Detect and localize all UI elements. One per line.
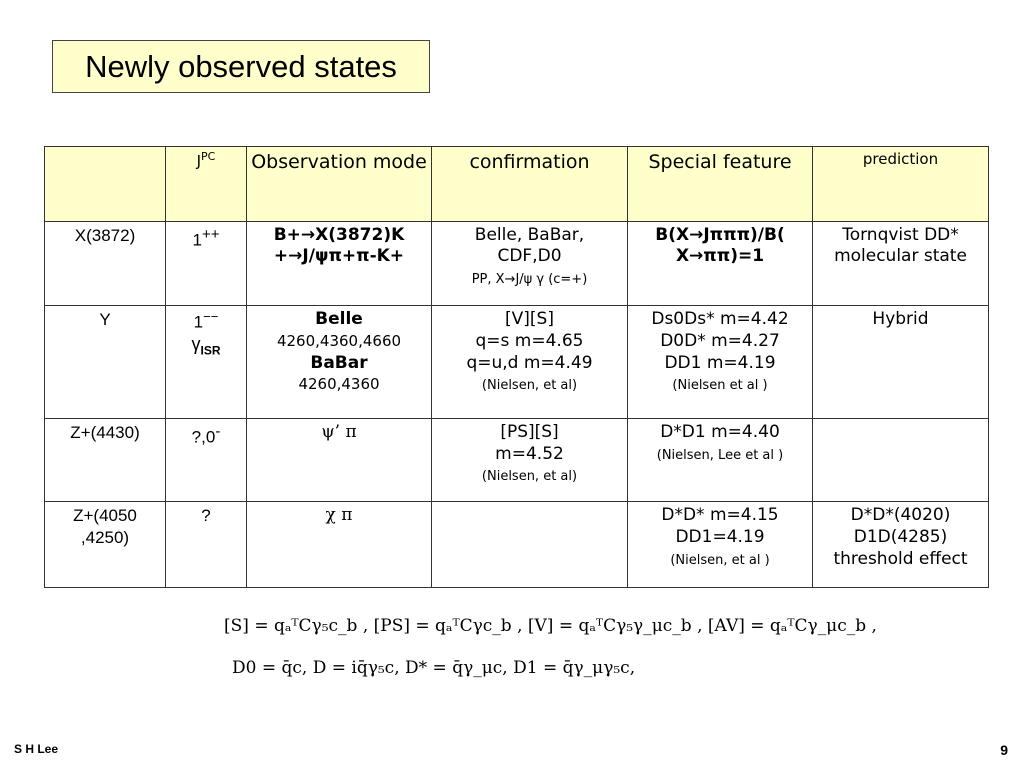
observation-mode: B+→X(3872)K +→J/ψπ+π-K+ [247,221,432,306]
header-special: Special feature [628,147,813,222]
observation-mode: Belle 4260,4360,4660 BaBar 4260,4360 [247,306,432,419]
header-confirmation: confirmation [432,147,628,222]
confirmation: Belle, BaBar, CDF,D0 PP, X→J/ψ γ (c=+) [432,221,628,306]
prediction: D*D*(4020) D1D(4285) threshold effect [813,502,989,588]
header-observation: Observation mode [247,147,432,222]
slide-title [52,40,430,93]
state-name: Y [45,306,166,419]
special-feature: Ds0Ds* m=4.42 D0D* m=4.27 DD1 m=4.19 (Nielsen et al ) [628,306,813,419]
slide-title-text: Newly observed states [85,48,397,84]
observation-mode: ψ’ π [247,418,432,502]
table-header-row [45,147,989,222]
special-feature: B(X→Jπππ)/B( X→ππ)=1 [628,221,813,306]
diquark-formula-line: [S] = qₐᵀCγ₅c_b , [PS] = qₐᵀCγc_b , [V] = qₐᵀCγ₅γ_μc_b , [AV] = qₐᵀCγ_μc_b , [224,616,877,636]
state-name: X(3872) [45,221,166,306]
state-jpc: ? [166,502,247,588]
state-name: Z+(4430) [45,418,166,502]
observation-mode: χ π [247,502,432,588]
confirmation: [V][S] q=s m=4.65 q=u,d m=4.49 (Nielsen, et al) [432,306,628,419]
header-prediction: prediction [813,147,989,222]
state-jpc: 1++ [166,221,247,306]
prediction: Hybrid [813,306,989,419]
prediction [813,418,989,502]
special-feature: D*D1 m=4.40 (Nielsen, Lee et al ) [628,418,813,502]
page-number: 9 [1000,742,1008,758]
confirmation: [PS][S] m=4.52 (Nielsen, et al) [432,418,628,502]
state-jpc: 1−− $\gamma_{ISR}$ [166,306,247,419]
special-feature: D*D* m=4.15 DD1=4.19 (Nielsen, et al ) [628,502,813,588]
author-footer: S H Lee [14,742,59,756]
table-row [45,502,989,588]
state-jpc: ?,0- [166,418,247,502]
table-row [45,418,989,502]
meson-current-formula-line: D0 = q̄c, D = iq̄γ₅c, D* = q̄γ_μc, D1 = q̄γ_μγ₅c, [232,658,636,678]
states-table [44,146,989,588]
state-name: Z+(4050 ,4250) [45,502,166,588]
header-jpc: $J^{PC}$ [166,147,247,222]
table-row [45,221,989,306]
confirmation [432,502,628,588]
header-name [45,147,166,222]
prediction: Tornqvist DD* molecular state [813,221,989,306]
table-row [45,306,989,419]
